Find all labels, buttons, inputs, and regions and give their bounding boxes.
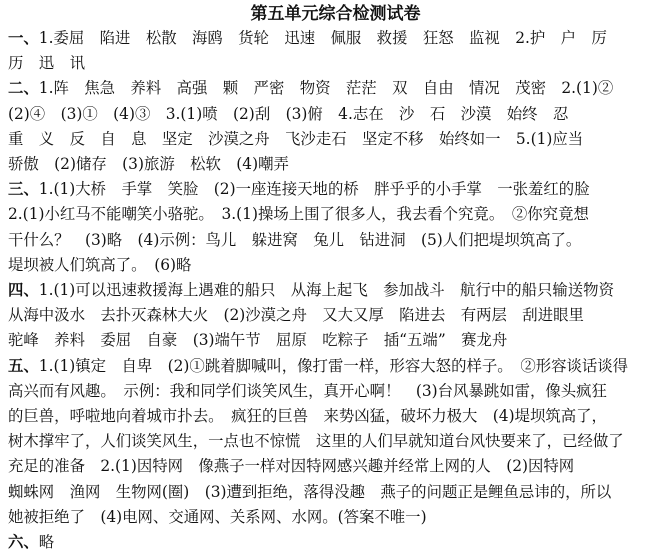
answer-line — [8, 480, 663, 505]
answer-text: 1.(1)可以迅速救援海上遇难的船只 从海上起飞 参加战斗 航行中的船只输送物资 — [38, 281, 614, 300]
answer-content — [8, 26, 663, 555]
section-number: 六、 — [8, 533, 39, 552]
answer-text: 重 义 反 自 息 坚定 沙漠之舟 飞沙走石 坚定不移 始终如一 5.(1)应当 — [8, 129, 584, 148]
answer-line — [8, 26, 663, 51]
answer-text: 1.阵 焦急 养料 高强 颗 严密 物资 茫茫 双 自由 情况 茂密 2.(1)② — [38, 79, 614, 98]
answer-line — [8, 429, 663, 454]
section-number: 五、 — [8, 356, 39, 375]
answer-line — [8, 253, 663, 278]
answer-line — [8, 127, 663, 152]
answer-text: 高兴而有风趣。 示例：我和同学们谈笑风生，真开心啊！ (3)台风暴跳如雷，像头疯狂 — [8, 381, 607, 400]
answer-text: (2)④ (3)① (4)③ 3.(1)喷 (2)刮 (3)俯 4.志在 沙 石 沙漠 始终 忍 — [8, 104, 569, 123]
answer-line — [8, 76, 663, 101]
answer-text: 她被拒绝了 (4)电网、交通网、关系网、水网。(答案不唯一) — [8, 507, 427, 526]
answer-text: 蜘蛛网 渔网 生物网(圈) (3)遭到拒绝，落得没趣 燕子的问题正是鲤鱼忌讳的，所以 — [8, 482, 612, 501]
answer-text: 骄傲 (2)储存 (3)旅游 松软 (4)嘲弄 — [8, 155, 289, 174]
answer-line — [8, 202, 663, 227]
answer-text: 充足的准备 2.(1)因特网 像燕子一样对因特网感兴趣并经常上网的人 (2)因特网 — [8, 457, 575, 476]
answer-text: 堤坝被人们筑高了。 (6)略 — [8, 255, 192, 274]
section-number: 四、 — [8, 281, 39, 300]
answer-text: 2.(1)小红马不能嘲笑小骆驼。 3.(1)操场上围了很多人，我去看个究竟。 ②你究竟想 — [8, 205, 589, 224]
answer-text: 树木撑牢了，人们谈笑风生，一点也不惊慌 这里的人们早就知道台风快要来了，已经做了 — [8, 432, 624, 451]
page-title: 第五单元综合检测试卷 — [250, 4, 421, 24]
answer-line — [8, 177, 663, 202]
answer-line — [8, 404, 663, 429]
answer-line — [8, 152, 663, 177]
section-number: 二、 — [8, 79, 39, 98]
answer-text: 驼峰 养料 委屈 自豪 (3)端午节 屈原 吃粽子 插“五端” 赛龙舟 — [8, 331, 508, 350]
answer-line — [8, 354, 663, 379]
section-number: 一、 — [8, 29, 39, 47]
answer-text: 略 — [38, 533, 55, 552]
answer-line — [8, 278, 663, 303]
answer-line — [8, 530, 663, 555]
answer-text: 1.(1)镇定 自卑 (2)①跳着脚喊叫，像打雷一样，形容大怒的样子。 ②形容谈话谈得 — [38, 356, 629, 375]
answer-line — [8, 51, 663, 76]
answer-text: 的巨兽，呼啦地向着城市扑去。 疯狂的巨兽 来势凶猛，破坏力极大 (4)堤坝筑高了， — [8, 407, 607, 426]
answer-text: 1.(1)大桥 手掌 笑脸 (2)一座连接天地的桥 胖乎乎的小手掌 一张羞红的脸 — [38, 180, 590, 199]
answer-line — [8, 303, 663, 328]
answer-line — [8, 228, 663, 253]
section-number: 三、 — [8, 180, 39, 199]
answer-text: 1.委屈 陷进 松散 海鸥 货轮 迅速 佩服 救援 狂怒 监视 2.护 户 厉 — [38, 29, 607, 47]
answer-line — [8, 102, 663, 127]
answer-text: 历 迅 讯 — [8, 54, 85, 73]
answer-line — [8, 379, 663, 404]
answer-text: 从海中汲水 去扑灭森林大火 (2)沙漠之舟 又大又厚 陷进去 有两层 刮进眼里 — [8, 306, 584, 325]
answer-line — [8, 454, 663, 479]
answer-line — [8, 505, 663, 530]
answer-text: 干什么？ (3)略 (4)示例：鸟儿 躲进窝 兔儿 钻进洞 (5)人们把堤坝筑高了。 — [8, 230, 582, 249]
answer-line — [8, 328, 663, 353]
